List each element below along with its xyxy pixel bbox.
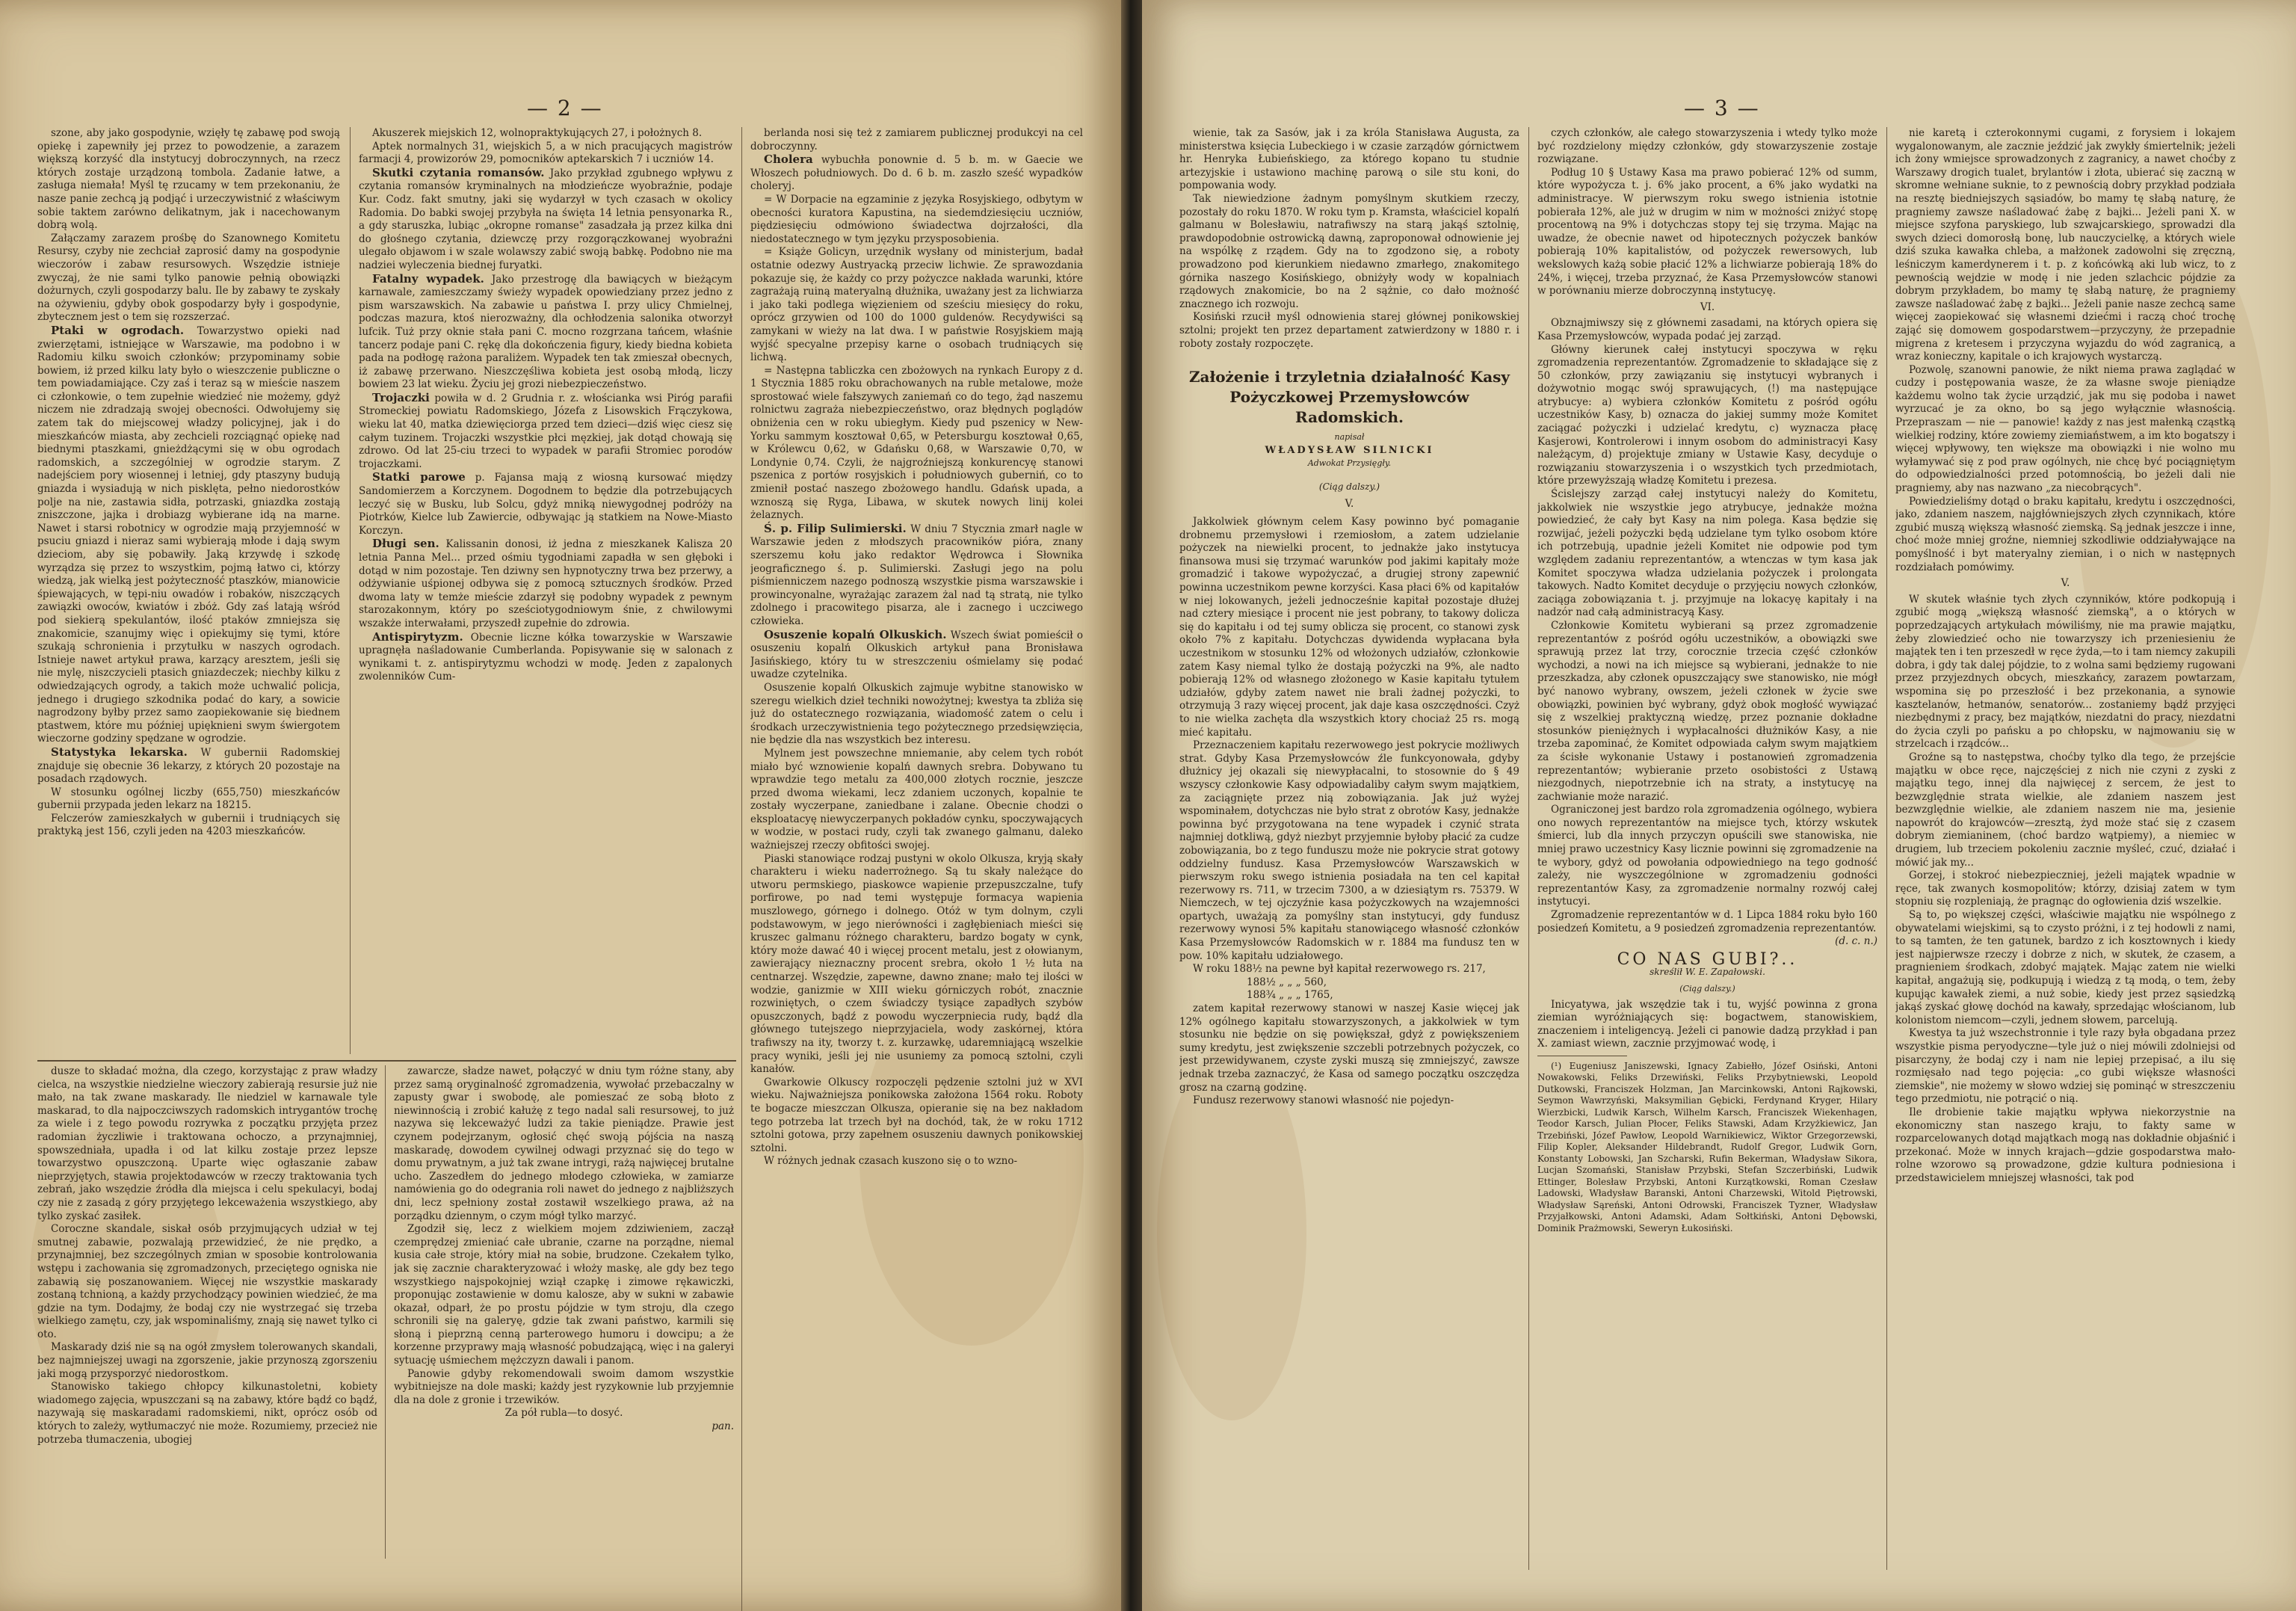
paragraph: Wszech świat pomieścił o osuszeniu kopalń Olkuskich artykuł pana Bronisława Jasińskiego, który tu w streszczeniu ośmielamy się podać uwadze czytelnika. — [750, 629, 1083, 681]
paragraph: Zgodził się, lecz z wielkiem mojem zdziwieniem, zaczął czemprędzej zmieniać całe ubranie, czarne na porządne, niemal kusia całe stroje, który miał na sobie, brudzone. Czekałem tylko, jak się zacznie charakteryzować i włoży maskę, ale gdy bez tego wszystkiego najspokojniej wziął czapkę i zimowe rękawiczki, proponując zostawienie w domu kalosze, aby w sukni w zabawie okazał, odparł, że po prostu pójdzie w tym stroju, dla czego schronili się na galeryę, gdzie tak zwani państwo, karmili się słoną i pieprzną cenną parterowego humoru i dowcipu; a że korzenne przyprawy mają własność pobudzającą, więc i na galeryi sytuację uśmiechem mężczyzn dawali i panom. — [394, 1223, 734, 1367]
continued-note: (Ciąg dalszy.) — [1318, 481, 1380, 492]
paragraph: W różnych jednak czasach kuszono się o to wzno- — [764, 1155, 1018, 1168]
paragraph: Gwarkowie Olkuscy rozpoczęli pędzenie sztolni już w XVI wieku. Najważniejsza ponikowska założona 1564 roku. Roboty te bogacze mieszczan Olkusza, opieranie się na bez nakładom tego potrzeba lat trzech był na dochód, tak, że w roku 1712 sztolni gotowa, przy zapełnem osuszeniu dawnych ponikowskiej sztolni. — [750, 1076, 1083, 1154]
paragraph: Coroczne skandale, siskał osób przyjmujących udział w tej smutnej zabawie, pozwalają przewidzieć, że nie prędko, a przynajmniej, bez szczególnych zmian w sposobie kontrolowania wstępu i zachowania się zgromadzonych, przeciętego ogniska nie zabawią się poszanowaniem. Więcej nie wszystkie maskarady zostaną tchnioną, a każdy przychodzący powinien wiedzieć, że ma gdzie na tym. Dodajmy, że bodaj czy nie wystrzegać się trzeba wielkiego zamętu, czy, jak wspominaliśmy, znają się nawet tylko ci oto. — [37, 1223, 377, 1340]
paragraph: Za pół rubla—to dosyć. — [504, 1407, 623, 1420]
paragraph: Felczerów zamieszkałych w gubernii i trudniących się praktyką jest 156, czyli jeden na 4203 mieszkańców. — [37, 812, 340, 838]
paragraph: Towarzystwo opieki nad zwierzętami, istniejące w Warszawie, ma podobno i w Radomiu kilku swoich członków; przypominamy sobie bowiem, iż przed kilku laty było o wieszczenie publiczne o tem powiadamiające. Czy zaś i teraz są w mieście naszem ci członkowie, o tem zupełnie wiedzieć nie możemy, gdyż niczem nie zdradzają swojej obecności. Odwołujemy się zatem tak do miejscowej władzy policyjnej, jak i do mieszkańców miasta, aby zechcieli rozciągnąć opiekę nad biednymi ptaszkami, gnieżdżącymi się w obu ogrodach radomskich, a szczególniej w ogrodzie starym. Z nadejściem pory wiosennej i letniej, gdy ptaszyny budują gniazda i wysiadują w nich pisklęta, pełno niedorostków polje na nie, zastawia sidła, potrzaski, gniazdka zostają zniszczone, jajka i drobiazg wybierane idą na marne. Nawet i starsi robotnicy w ogrodzie mają przyjemność w psuciu gniazd i nieraz sami wybierają młode i dają swym dzieciom, aby się pobawiły. Jaką krzywdę i szkodę wyrządza się przez to wszystkim, pojmą łatwo ci, którzy wiedzą, jak wielką jest pożyteczność ptaszków, mianowicie śpiewających, w tępi-niu owadów i robaków, niszczących zawiązki owoców, kwiatów i zbóż. Gdy zaś latają wśród pod siekierą spekulantów, ilość ptaków zmniejsza się znakomicie, szanujmy więc i opiekujmy się tymi, które szukają schronienia i przytułku w naszych ogrodach. Istnieje nawet artykuł prawa, karzący aresztem, jeśli się nie mylę, niszczycieli ptasich gniazdeczek; niechby kilku z odwiedzających ogrody, a takich może uchwalić policja, jednego i drugiego szkodnika podać do kary, a sowicie nagrodzony byłby przez samo zaopiekowanie się biednem ptastwem, które mu później upięknieni swym świergotem wieczorne godziny spędzane w ogrodzie. — [37, 324, 340, 745]
article-author: skreślił W. E. Zapałowski. — [1650, 967, 1765, 978]
paragraph: Osuszenie kopalń Olkuskich zajmuje wybitne stanowisko w szeregu wielkich dzieł techniki nowożytnej; kwestya ta zbliża się już do ostatecznego rozwiązania, wiadomość zatem o celu i środkach urzeczywistnienia tego pożytecznego przedsięwzięcia, nie będzie dla nas wszystkich bez interesu. — [750, 681, 1083, 747]
section-heading: Antispirytyzm. — [372, 629, 463, 644]
paragraph: Piaski stanowiące rodzaj pustyni w okolo Olkusza, kryją skały charakteru i wieku naderrożnego. Są tu skały należące do utworu permskiego, piaskowce wapienie przepuszczalne, tufy porfirowe, po nad temi występuje formacya wapienia muszlowego, górnego i dolnego. Otóż w tym dolnym, czyli podstawowym, w jego nierówności i zagłębieniach mieści się kruszec galmanu różnego charakteru, bardzo bogaty w cynk, który może dawać 40 i więcej procent metalu, jest z ołowianym, zawierający nieznaczny procent srebra, około 1 ½ łuta na centnarzej. Wszędzie, zapewne, dawno znane; mało tej ilości w wodzie, ganizmie w XIII wieku górniczych robót, znacznie rozwiniętych, o czem świadczy tysiące zapadłych szybów opuszczonych, bądź z powodu wyczerpniecia rudy, bądź dla głównego tutejszego nieprzyjaciela, wody zaskórnej, która trafiwszy na ity, tworzy t. z. kurzawkę, udaremniającą wszelkie pracy wyniki, jeśli jej nie usuniemy za pomocą sztolni, czyli kanałów. — [750, 852, 1083, 1076]
feuilleton-column-2 — [394, 1065, 734, 1559]
author-title: Adwokat Przysięgły. — [1307, 458, 1392, 469]
paragraph: Ścislejszy zarząd całej instytucyi należy do Komitetu, jakkolwiek nie wszystkie jego atrybucye, jednakże można powiedzieć, że cały byt Kasy na nim polega. Kasa będzie się rozwijać, jeżeli pożyczki będą udzielane tym tylko osobom które ich potrzebują, upadnie jeżeli Komitet nie odpowie pod tym względem zadaniu reprezentantów, a wtenczas w tym kasa jak Komitet spoczywa władza udzielania pożyczek i prolongata takowych. Nadto Komitet decyduje o przyjęciu nowych członków, zaciąga zobowiązania t. j. przyjmuje na lokacyę kapitały i na nadzór nad całą administracyą Kasy. — [1537, 488, 1877, 619]
paragraph: wienie, tak za Sasów, jak i za króla Stanisława Augusta, za ministerstwa księcia Lubeckiego i w czasie zarządów górnictwem hr. Henryka Łubieńskiego, za którego kopano tu studnie artezyjskie i ustawiono machinę parową o sile stu koni, do pompowania wody. — [1179, 127, 1519, 192]
paragraph: berlanda nosi się też z zamiarem publicznej produkcyi na cel dobroczynny. — [750, 127, 1083, 153]
feuilleton-column-1 — [37, 1065, 377, 1559]
paragraph: Ograniczonej jest bardzo rola zgromadzenia ogólnego, wybiera ono nowych reprezentantów na miejsce tych, którzy wskutek śmierci, lub dla innych przyczyn opuścili swe stanowiska, nie mniej prawo uczestnicy Kasy licznie powinni się zgromadzenie na te wybory, gdyż od powołania odpowiedniego na tego godność zależy, nie wyszczególnione w zgromadzeniu godności reprezentantów Kasy, za zgromadzenie normalny rozwój całej instytucyi. — [1537, 804, 1877, 908]
paragraph: Gorzej, i stokroć niebezpieczniej, jeżeli majątek wpadnie w ręce, tak zwanych kosmopolitów; którzy, dzisiaj zatem w tym stopniu się rozpleniają, że pragnąc do ogłowienia dziś wszelkie. — [1895, 869, 2235, 908]
paragraph: powiła w d. 2 Grudnia r. z. włościanka wsi Piróg parafii Stromeckiej powiatu Radomskiego, Józefa z Lisowskich Frączykowa, wieku lat 40, matka dziewięciorga przed tem dzieci—dziś więc ciesz się całym tuzinem. Trojaczki wszystkie płci męzkiej, jak dotąd chowają się zdrowo. Od lat 25-ciu trzeci to wypadek w parafii Stromiec porodów trojaczkami. — [359, 392, 732, 470]
right-column-3 — [1895, 127, 2235, 1570]
column-rule — [1886, 127, 1887, 1570]
article-title: CO NAS GUBI?.. — [1617, 949, 1798, 969]
column-rule — [741, 127, 742, 1611]
left-page — [0, 0, 1121, 1611]
paragraph: nie karetą i czterokonnymi cugami, z forysiem i lokajem wygalonowanym, ale zacznie jeździć jak zwykły śmiertelnik; jeżeli ich żony wmiejsce sprowadzonych z zagranicy, a nawet choćby z Warszawy drogich tualet, brylantów i złota, ubierać się zaczną w skromne wełniane suknie, to z pewnością dobry przykład podziała na resztę biedniejszych sąsiadów, bo mamy tę słabą naturę, że pragniemy zawsze naśladować żabę z bajki... Jeżeli pani X. w miejsce szyfona paryskiego, lub szwajcarskiego, sprowadzi dla swych dzieci domorosłą bonę, lub nauczycielkę, a których wiele dziś szuka kawałka chleba, a małżonek zadowolni się zręczną, leśniczym kamerdynerem i t. p. z końcówką aki lub wicz, to z pewnością wejdzie w modę i nie jeden szlachcic pójdzie za dobrym przykładem, bo mamy tę słabą naturę, że pragniemy zawsze naśladować żabę z bajki... Jeżeli panie nasze zechcą same więcej zaopiekować się własnemi dziećmi i raczą choć trochę zająć się domowem gospodarstwem—przyczyny, że przepadnie migrena z kretesem i przyczyna wyjazdu do wód zagranicą, a wraz konieczny, kapitale o ich krajowych wystarczą. — [1895, 127, 2235, 363]
paragraph: Aptek normalnych 31, wiejskich 5, a w nich pracujących magistrów farmacji 4, prowizorów 29, pomocników aptekarskich 7 i uczniów 14. — [359, 140, 732, 166]
paragraph: Obznajmiwszy się z głównemi zasadami, na których opiera się Kasa Przemysłowców, wypada podać jej zarząd. — [1537, 317, 1877, 342]
paragraph: Jako przykład zgubnego wpływu z czytania romansów kryminalnych na młodzieńcze wyobraźnie, podaje Kur. Codz. fakt smutny, jaki się wydarzył w tych czasach w okolicy Radomia. Do babki swojej przybyła na święta 14 letnia pensyonarka R., a gdy staruszka, lubiąc „okropne romanse" zasadzała ją przez kilka dni do głośnego czytania, dziewczę przy rozgorączkowanej wyobraźni ulegało objawom i w szale wolawszy zabić swoją babkę. Podobno nie ma nadziei wyleczenia biednej furyatki. — [359, 167, 732, 271]
section-number: V. — [2061, 577, 2070, 590]
section-heading: Osuszenie kopalń Olkuskich. — [764, 627, 947, 641]
left-column-3 — [750, 127, 1083, 1562]
section-heading: Ptaki w ogrodach. — [51, 323, 185, 337]
right-column-1 — [1179, 127, 1519, 1570]
paragraph: zatem kapitał rezerwowy stanowi w naszej Kasie więcej jak 12% ogólnego kapitału stowarzyszonych, a jakkolwiek w tym stosunku nie będzie on się powiększał, gdyż z powiększeniem sumy kredytu, jest zwiększenie szczebli potrzebnych pożyczek, co jest przewidywanem, czyste zyski muszą się zmniejszyć, zawsze jednak trzeba zaznaczyć, że Kasa od samego początku oszczędza grosz na czarną godzinę. — [1179, 1002, 1519, 1094]
paragraph: Obecnie liczne kółka towarzyskie w Warszawie upragnęła naśladowanie Cumberlanda. Popisywanie się w salonach z wynikami t. z. antispirytyzmu wchodzi w modę. Jeden z zapalonych zwolenników Cum- — [359, 631, 732, 683]
paragraph: p. Fajansa mają z wiosną kursować między Sandomierzem a Korczynem. Dogodnem to będzie dla potrzebujących leczyć się w Busku, lub Solcu, gdyż mniką niewygodnej podróży na Piotrków, Kielce lub Zawiercie, odbywając ją statkiem na Nowe-Miasto Korczyn. — [359, 472, 732, 537]
paragraph: Stanowisko takiego chłopcy kilkunastoletni, kobiety wiadomego zajęcia, wpuszczani są na zabawy, które bądź co bądź, nazywają się maskaradami radomskiemi, nikt, oprócz osób od których to zależy, wytłumaczyć nie może. Rozumiemy, przecież nie potrzeba tłumaczenia, ubogiej — [37, 1381, 377, 1446]
paragraph: Fundusz rezerwowy stanowi własność nie pojedyn- — [1193, 1094, 1454, 1107]
paragraph: = W Dorpacie na egzaminie z języka Rosyjskiego, odbytym w obecności kuratora Kapustina, na siedemdziesięciu uczniów, piędziesięciu odmówiono świadectwa dojrzałości, dla niedostatecznego w tym języku przysposobienia. — [750, 193, 1083, 245]
paragraph: W skutek właśnie tych złych czynników, które podkopują i zgubić mogą „większą własność ziemską", a o których w poprzedzających artykułach mówiliśmy, nie ma prawie majątku, żeby zlowiedzieć ocho nie towarzyszy ich przeniesieniu że majątek ten i ten przeszedł w ręce żyda,—to i tam niemcy zakupili dobra, i gdy tak dalej pójdzie, to z wolna sami będziemy rugowani przez przyjezdnych obcych, mieszkańcy, zarazem powtarzam, wspomina się po przeszłość i bez przekonania, a synowie kasztelanów, hetmanów, senatorów... zostaniemy bądź przyjęci niezbędnymi z pracy, bez majątków, niezdatni do pracy, niezdatni do życia czyli po pańsku a po chłopsku, w najmowaniu się w strzelcach i rządców... — [1895, 593, 2235, 751]
section-number: V. — [1345, 498, 1354, 511]
footnote: (¹) Eugeniusz Janiszewski, Ignacy Zabiełło, Józef Osiński, Antoni Nowakowski, Feliks Drzewiński, Feliks Przybytniewski, Leopold Dutkowski, Franciszek Holzman, Jan Marcinkowski, Antoni Rajkowski, Seymon Wawrzyński, Maksymilian Gębicki, Ferdynand Kryger, Hilary Wierzbicki, Ludwik Karsch, Wilhelm Karsch, Franciszek Wiekenhagen, Teodor Karsch, Julian Płocer, Feliks Stawski, Adam Krzyżkiewicz, Jan Trzebiński, Józef Pawłow, Leopold Warnikiewicz, Wiktor Grzegorzewski, Filip Kopler, Aleksander Hildebrandt, Rudolf Gregor, Ludwik Gorn, Konstanty Lobowski, Jan Szcharski, Rufin Bekerman, Władysław Sikora, Lucjan Szomański, Stanisław Przybski, Stefan Szczerbiński, Ludwik Ettinger, Bolesław Przybski, Antoni Kurzątkowski, Roman Czesław Ladowski, Władysław Baranski, Antoni Charzewski, Witold Piętrowski, Władysław Sąreński, Antoni Odrowski, Franciszek Tyzner, Władysław Przyjałkowski, Antoni Adamski, Adam Sołtkiński, Antoni Dębowski, Dominik Prażmowski, Seweryn Łukosiński. — [1537, 1060, 1877, 1233]
book-gutter — [1121, 0, 1142, 1611]
section-heading: Długi sen. — [372, 537, 439, 551]
section-heading: Cholera — [764, 153, 813, 167]
section-heading: Statki parowe — [372, 470, 466, 484]
article-author: WŁADYSŁAW SILNICKI — [1265, 444, 1434, 456]
section-heading: Skutki czytania romansów. — [372, 165, 545, 179]
article-title: Założenie i trzyletnia działalność Kasy Pożyczkowej Przemysłowców Radomskich. — [1188, 368, 1510, 427]
right-page — [1142, 0, 2296, 1611]
right-column-2 — [1537, 127, 1877, 1570]
feuilleton-divider — [37, 1060, 736, 1062]
paragraph: szone, aby jako gospodynie, wzięły tę zabawę pod swoją opiekę i zapewniły jej przez to powodzenie, a zarazem większą korzyść dla instytucyj dobroczynnych, na rzecz których zostaje urządzoną tombola. Zadanie łatwe, a zasługa niemała! Myśl tę rzucamy w tem przekonaniu, że nasze panie zechcą ją podjąć i urzeczywistnić z właściwym sobie taktem zarówno delikatnym, jak i nacechowanym dobrą wolą. — [37, 127, 340, 232]
paragraph: Jako przestrogę dla bawiących w bieżącym karnawale, zamieszczamy świeży wypadek opowiedziany przez jedno z pism warszawskich. Na zabawie u państwa I. przy ulicy Chmielnej, podczas mazura, ktoś nierozważny, dla ochłodzenia salonika otworzył lufcik. Tuż przy oknie stała pani C. mocno rozgrzana tańcem, właśnie tancerz podaje pani C. rękę dla dokończenia figury, kiedy biedna kobieta pada na podłogę rażona paraliżem. Wypadek ten tak zmieszał obecnych, iż zabawę przerwano. Nieszczęśliwa kobieta jest osobą młodą, liczy bowiem 23 lat wieku. Życiu jej grozi niebezpieczeństwo. — [359, 273, 732, 391]
paragraph: Główny kierunek całej instytucyi spoczywa w ręku zgromadzenia reprezentantów. Zgromadzenie to składające się z 50 członków, przy zawiązaniu się instytucyi wybranych i dożywotnio mogąc swój sprawujących, (!) ma następujące atrybucye: a) wybiera członków Komitetu z pośród ogółu uczestników Kasy, b) oznacza do jakiej summy może Komitet zaciągać pożyczki i udzielać kredytu, c) wyznacza płacę Kasjerowi, Kontrolerowi i innym osobom do administracyi Kasy należącym, d) projektuje zmiany w Ustawie Kasy, decyduje o rozwiązaniu stowarzyszenia i o wszystkich tych przedmiotach, które przewyższają władzę Komitetu i prezesa. — [1537, 343, 1877, 487]
paragraph: Inicyatywa, jak wszędzie tak i tu, wyjść powinna z grona ziemian wyróżniających się: bogactwem, stanowiskiem, znaczeniem i inteligencyą. Jeżeli ci panowie dadzą przykład i pan X. zamiast wiewn, zacznie przyjmować wodę, i — [1537, 998, 1877, 1050]
paragraph: Jakkolwiek głównym celem Kasy powinno być pomaganie drobnemu przemysłowi i rzemiosłom, a zatem udzielanie pożyczek na niewielki procent, to jednakże jako instytucya finansowa musi się trzymać warunków pod jakimi kapitały może gromadzić i takowe wypożyczać, a drugiej strony zapewnić powinna uczestnikom pewne korzyści. Kasa płaci 6% od kapitałów w niej lokowanych, jeżeli jednocześnie kapitał pozostaje dłużej nad cztery miesiące i procent nie jest pobrany, to takowy dolicza się do kapitału i od tej sumy oblicza się procent, co stanowi zysk około 7% z kapitału. Dotychczas dywidenda wypłacana była uczestnikom w stosunku 12% od włożonych udziałów, członkowie zatem Kasy niemal tylko że dostają pożyczki na 9%, ale nadto pobierają 12% od własnego złożonego w Kasie kapitału tytułem udziałów, gdyby zatem nawet nie brali żadnej pożyczki, to otrzymują 3 razy więcej procent, jak daje kasa oszczędności. Czyż to nie wielka zachęta dla wszystkich ktory chociaż 25 rs. mogą mieć kapitału. — [1179, 516, 1519, 739]
paragraph: Podług 10 § Ustawy Kasa ma prawo pobierać 12% od summ, które wypożycza t. j. 6% jako procent, a 6% jako wydatki na administracye. W pierwszym roku swego istnienia istotnie pobierała 12%, ale już w drugim w nim w możności zniżyć stopę procentową na 9% i dotychczas stopy tej się trzyma. Mając na uwadze, że obecnie nawet od hipotecznych pożyczek banków pobierają 10% kapitalistów, od pożyczek rewersowych, lub wekslowych każą sobie płacić 12% a lichwiarze pobierają 18% do 24%, i więcej, trzeba przyznać, że Kasa Przemysłowców stanowi w porównaniu mierze dobroczynną instytucyę. — [1537, 166, 1877, 298]
continued-note: (d. c. n.) — [1835, 935, 1877, 948]
paragraph: Maskarady dziś nie są na ogół zmysłem tolerowanych skandali, bez najmniejszej uwagi na zgorszenie, jakie przynoszą zgorszeniu jaki mogą przysporzyć niedorostkom. — [37, 1341, 377, 1380]
column-rule — [350, 127, 351, 1054]
table-row: 188½ „ „ „ 560, — [1247, 976, 1327, 988]
section-number: VI. — [1700, 301, 1715, 313]
paragraph: Załączamy zarazem prośbę do Szanownego Komitetu Resursy, czyby nie zechciał zaprosić damy na gospodynie wieczorów i zabaw resursowych. Wszędzie istnieje zwyczaj, że nie sami tylko panowie pełnią obowiązki dożurnych, czyli gospodarzy balu. Ile by zabawy te zyskały na ożywieniu, gdyby obok gospodarzy były i gospodynie, zbytecznem jest o tem się rozszerzać. — [37, 232, 340, 324]
paragraph: Akuszerek miejskich 12, wolnopraktykujących 27, i położnych 8. — [372, 127, 703, 139]
table-row: 188¾ „ „ „ 1765, — [1247, 989, 1333, 1002]
paragraph: Panowie gdyby rekomendowali swoim damom wszystkie wybitniejsze na dole maski; każdy jest ryzykownie lub przyjemnie dla na dole z gronie i trzewików. — [394, 1367, 734, 1406]
column-rule — [1528, 127, 1529, 1570]
section-heading: Ś. p. Filip Sulimierski. — [764, 521, 907, 535]
author-prefix: napisał — [1334, 432, 1365, 443]
paragraph: Pozwolę, szanowni panowie, że nikt niema prawa zaglądać w cudzy i postępowania wasze, że za własne swoje pieniądze każdemu wolno tak życie urządzić, jak mu się podoba i nawet wyrzucać je za okno, bo są jego wyłącznie własnością. Przepraszam — nie — panowie! każdy z nas jest małenką cząstką wielkiej rodziny, które zowiemy ziemiaństwem, a im kto bogatszy i więcej wpływowy, ten większe ma obowiązki i nie wolno mu wyłamywać się z pod praw ogólnych, nie chcę być pociągniętym do odpowiedzialności przed potomnością, bo jeżeli dali nie pragniemy, aby nas nazwano „za niecobrących". — [1895, 363, 2235, 495]
left-column-2 — [359, 127, 732, 1054]
section-heading: Fatalny wypadek. — [372, 271, 484, 286]
column-rule — [385, 1065, 386, 1559]
paragraph: czych członków, ale całego stowarzyszenia i wtedy tylko może być rozdzielony między członków, gdy stowarzyszenie zostaje rozwiązane. — [1537, 127, 1877, 166]
signature: pan. — [712, 1420, 734, 1433]
paragraph: Powiedzieliśmy dotąd o braku kapitału, kredytu i oszczędności, jako, zdaniem naszem, najgłówniejszych złych czynnikach, które zgubić muszą większą własność ziemską. Są jednak jeszcze i inne, choć może mniej groźne, niemniej szkodliwie oddziaływające na pomyślność i byt materyalny ziemian, i o nich w następnych rozdziałach pomówimy. — [1895, 495, 2235, 573]
paragraph: W roku 188½ na pewne był kapitał rezerwowego rs. 217, — [1193, 963, 1486, 976]
paragraph: W stosunku ogólnej liczby (655,750) mieszkańców gubernii przypada jeden lekarz na 18215. — [37, 786, 340, 812]
paragraph: Członkowie Komitetu wybierani są przez zgromadzenie reprezentantów z pośród ogółu uczestników, a obowiązki swe sprawują przez lat trzy, corocznie trzecia część członków wychodzi, a nowi na ich miejsce są wybierani, jednakże to nie przeszkadza, aby członek opuszczający swe stanowisko, nie mógł być nanowo wybrany, owszem, jeżeli członek w życie swe obowiązki, powinien być wybrany, gdyż obok mogłość wywiązać się z wszelkiej praktyczną wiedzę, przez poznanie dokładne stosunków pieniężnych i wypłacalności dłużników Kasy, a nie trzeba zapominać, że Komitet odpowiada całym swym majątkiem za ścisłe wykonanie Ustawy i postanowień zgromadzenia reprezentantów; wybieranie przeto osobistości z Ustawą niezgodnych, niepotrzebnie ich na straty, a instytucyę na zachwianie może narazić. — [1537, 619, 1877, 803]
section-heading: Statystyka lekarska. — [51, 745, 188, 759]
paragraph: dusze to składać można, dla czego, korzystając z praw władzy cielca, na wszystkie niedzielne wieczory zabierają resursie już nie mało, na tak zwane maskarady. Ile niedziel w karnawale tyle maskarad, to dla najpoczciwszych radomskich intrygantów trochę za wiele i z tego powodu rozrywka z początku przyjęta przez radomian życzliwie i traktowana ochoczo, a przynajmniej, spowszedniała, upadła i od lat kilku zostaje przez lepsze towarzystwo opuszczoną. Uparte więc ogłaszanie zabaw nieprzyjętych, stawia projektodawców w rzeczy traktowania tych zebrań, jako wszędzie źródła dla miejsca i celu spekulacyi, bodaj czy nie z zasadą z góry przyjętego lekceważenia wszystkiego, aby tylko zyskać zasiłek. — [37, 1065, 377, 1222]
paragraph: Kalissanin donosi, iż jedna z mieszkanek Kalisza 20 letnia Panna Mel... przed ośmiu tygodniami zapadła w sen głęboki i dotąd w nim pozostaje. Ten dziwny sen hypnotyczny trwa bez przerwy, a odżywianie uśpionej odbywa się z pomocą sztucznych środków. Przed dwoma laty w temże mieście zdarzył się podobny wypadek z pewnym starozakonnym, który po sześciotygodniowym śnie, z chwilowymi wszakże interwałami, przyszedł zupełnie do zdrowia. — [359, 538, 732, 629]
paragraph: Są to, po większej części, właściwie majątku nie wspólnego z obywatelami wiejskimi, są to czysto próżni, i z tej hodowli z nami, to są tamten, że ten gatunek, bardzo z ich kosztownych i kiedy jest najpierwsze rzeczy i dobrze z nich, w skutek, że czasem, a pragnieniem środkach, zdobyć majątek. Mając zatem nie wielki kapitał, angażują się, podkupują i wiedzą z tą modą, o tem, żeby kupując kawałek ziemi, a nuż sobie, kiedy jest przez sąsiedzką jakąś zyskać głowę dochód na kawały, sprzedając włościanom, lub kolonistom niemcom—czyli, jednem słowem, parcelują. — [1895, 909, 2235, 1026]
page-number-right: — 3 — — [1684, 96, 1760, 120]
paragraph: wybuchła ponownie d. 5 b. m. w Gaecie we Włoszech południowych. Do d. 6 b. m. zaszło sześć wypadków choleryj. — [750, 154, 1083, 193]
continued-note: (Ciąg dalszy.) — [1679, 984, 1735, 994]
paragraph: Tak niewiedzione żadnym pomyślnym skutkiem rzeczy, pozostały do roku 1870. W roku tym p. Kramsta, właściciel kopalń galmanu w Bolesławiu, natrafiwszy na starą jakąś sztolnię, prawdopodobnie ostrowicką dawną, zaproponował odnowienie jej na wspólkę z rządem. Gdy na to zgodzono się, a roboty prowadzono pod kierunkiem niedawno zmarłego, znakomitego górnika naszego Kosińskiego, obniżyły wody w kopalniach rządowych znakomicie, bo na 2 sążnie, co dało możność znacznego ich rozwoju. — [1179, 192, 1519, 310]
paragraph: Zgromadzenie reprezentantów w d. 1 Lipca 1884 roku było 160 posiedzeń Komitetu, a 9 posiedzeń zgromadzenia reprezentantów. — [1537, 909, 1877, 934]
paragraph: Ile drobienie takie majątku wpływa niekorzystnie na ekonomiczny stan naszego kraju, to fakty same w rozparcelowanych dotąd majątkach mogą nas dokładnie objaśnić i przekonać. Może w innych krajach—gdzie gospodarstwa mało-rolne wzorowo są prowadzone, gdzie kultura podniesiona i przedstawicielem mniejszej własności, tak pod — [1895, 1106, 2235, 1184]
section-heading: Trojaczki — [372, 390, 430, 404]
left-column-1 — [37, 127, 340, 1054]
paragraph: Kwestya ta już wszechstronnie i tyle razy była obgadana przez wszystkie pisma peryodyczne—tyle już o niej mówili zdolniejsi od pisarczyny, że bodaj czy i nam nie lepiej przepisać, a ilu się rozmięsało nad tego pojęcia: „co gubi większe własności ziemskie", nie możemy w słowo wdziej się pominąć w streszczeniu tego przedmiotu, nie potrącić o nią. — [1895, 1027, 2235, 1106]
paragraph: Kosiński rzucił myśl odnowienia starej głównej ponikowskiej sztolni; projekt ten przez departament zatwierdzony w 1880 r. i roboty zostały rozpoczęte. — [1179, 311, 1519, 350]
paragraph: = Książe Golicyn, urzędnik wysłany od ministerjum, badał ostatnie odezwy Austryacką przeciw lichwie. Ze sprawozdania pokazuje się, że każdy co przy pożyczce nakłada warunki, które zagrażają ruiną materyalną dłużnika, uważany jest za lichwiarza i jako taki podlega więzieniem od sześciu miesięcy do roku, oprócz grzywien od 100 do 1000 guldenów. Recydywiści są zamykani w wieży na lat dwa. I w państwie Rosyjskiem mają wyjść specyalne przepisy karne o osobach trudniących się lichwą. — [750, 246, 1083, 364]
paragraph: Przeznaczeniem kapitału rezerwowego jest pokrycie możliwych strat. Gdyby Kasa Przemysłowców źle funkcyonowała, gdyby dłużnicy jej okazali się niewypłacalni, to stosownie do § 49 wszyscy członkowie Kasy odpowiadaliby całym swym majątkiem, za zaciągnięte przez nią zobowiązania. Jak już wyżej wspominałem, dotychczas nie było strat z obrotów Kasy, jednakże powinna być przygotowana na tene wypadek i czynić strata najmniej dotkliwą, gdyż niezbyt przyjemnie byłoby płacić za cudze zobowiązania, bo z tego funduszu może nie pokrycie strat gotowy oddzielny fundusz. Kasa Przemysłowców Warszawskich w pierwszym roku swego istnienia posiadała na ten cel kapitał rezerwowy rs. 711, w trzecim 7300, a w dziesiątym rs. 75379. W Niemczech, w tej ojczyźnie kasa pożyczkowych na wzajemności opartych, uważają za pomyślny stan instytucyi, gdy fundusz rezerwowy wynosi 5% kapitału stanowiącego własność członków Kasa Przemysłowców Radomskich w r. 1884 ma fundusz ten w pow. 10% kapitału udziałowego. — [1179, 739, 1519, 962]
paragraph: Groźne są to następstwa, choćby tylko dla tego, że przejście majątku w obce ręce, najczęściej z nich nie czyni z zyski z majątku tego, innej dla najwięcej z sercem, że jest to bezwzględnie strata wielkie, ale zdaniem naszem jest bezwzględnie wielkie, ale zdaniem naszem nie ma, jesienie napowrót do krajowców—zresztą, żyd może stać się z czasem dobrym ziemianinem, (choć bardzo wątpiemy), a niemiec w drugiem, lub trzeciem pokoleniu zacznie myśleć, czuć, działać i mówić jak my... — [1895, 751, 2235, 869]
paragraph: W gubernii Radomskiej znajduje się obecnie 36 lekarzy, z których 20 pozostaje na posadach rządowych. — [37, 746, 340, 786]
paragraph: zawarcze, sładze nawet, połączyć w dniu tym różne stany, aby przez samą oryginalność zgromadzenia, wywołać przebaczalny w zapusty gwar i swobodę, ale pomieszać ze sobą błoto z niewinnością i zrobić kałużę z tego nadal sali resursowej, to już nazywa się lekceważyć ludzi za takie pieniądze. Prawie jest czynem podejrzanym, ogłosić chęć swoją pójścia na naszą maskaradę, dowodem cywilnej odwagi przyznać się do tego w domu prywatnym, a już tak zwane intrygi, rażą najwięcej brutalne ucho. Zaszedłem do jednego młodego człowieka, w zamiarze namówienia go do odegrania roli nawet do jednego z najbliższych dni, lecz spełniony został zostawił wszelkiego prawa, aż na porządku dziennym, o czym mógł tylko marzyć. — [394, 1065, 734, 1222]
paragraph: Mylnem jest powszechne mniemanie, aby celem tych robót miało być wznowienie kopalń dawnych srebra. Dobywano tu wprawdzie tego metalu za 400,000 złotych rocznie, jeszcze przed dwoma wiekami, lecz zdaniem uczonych, kopalnie te zostały wyczerpane, zaniedbane i zalane. Obecnie chodzi o eksploatacyę niewyczerpanych pokładów cynku, spoczywających w wodzie, w postaci rudy, czyli tak zwanego galmanu, daleko ważniejszej rzeczy obfitości swojej. — [750, 747, 1083, 852]
page-number-left: — 2 — — [527, 96, 603, 120]
paragraph: = Następna tabliczka cen zbożowych na rynkach Europy z d. 1 Stycznia 1885 roku obrachowanych na ruble metalowe, może sprostować wiele fałszywych zaniemań co do tego, żąd naszemu rolnictwu zagraża niebezpieczeństwo, oraz błędnych poglądów obniżenia cen w roku ubiegłym. Kiedy pud pszenicy w New-Yorku sammym kosztował 0,65, w Petersburgu kosztował 0,65, w Królewcu 0,62, w Gdańsku 0,68, w Warszawie 0,70, w Londynie 0,74. Czyli, że najgroźniejszą konkurencyę stanowi pszenica z portów rosyjskich i południowych guberniń, co to zmienił postać naszego zbożowego handlu. Gdańsk upada, a wznoszą się Ryga, Libawa, w skutek nowych linij kolei żelaznych. — [750, 364, 1083, 522]
paragraph: W dniu 7 Stycznia zmarł nagle w Warszawie jeden z młodszych pracowników pióra, znany szerszemu kołu jako redaktor Wędrowca i Słownika jeograficznego ś. p. Sulimierski. Zasługi jego na polu piśmienniczem nazego podnoszą wszystkie pisma warszawskie i prowincyonalne, wyrażając zarazem żal nad tą stratą, nie tylko zdolnego i pracowitego pisarza, ale i zacnego i uczciwego człowieka. — [750, 523, 1083, 627]
